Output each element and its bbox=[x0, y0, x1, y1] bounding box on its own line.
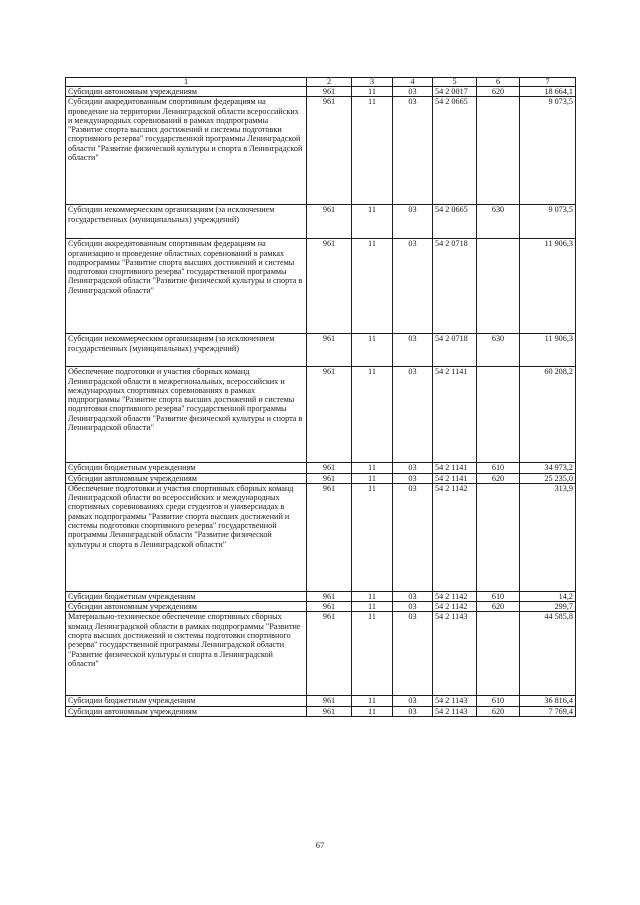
cell-expense-type bbox=[477, 367, 520, 463]
cell-section: 11 bbox=[352, 463, 393, 473]
table-row bbox=[66, 97, 576, 205]
row-description: Субсидии бюджетным учреждениям bbox=[66, 463, 307, 473]
cell-amount: 11 906,3 bbox=[520, 334, 576, 367]
cell-section: 11 bbox=[352, 367, 393, 463]
cell-subsection: 03 bbox=[393, 87, 433, 97]
cell-ministry: 961 bbox=[307, 696, 352, 706]
cell-section: 11 bbox=[352, 87, 393, 97]
cell-section: 11 bbox=[352, 483, 393, 591]
cell-ministry: 961 bbox=[307, 205, 352, 239]
cell-expense-type: 610 bbox=[477, 463, 520, 473]
table-row bbox=[66, 463, 576, 473]
cell-expense-type: 610 bbox=[477, 696, 520, 706]
column-number: 5 bbox=[433, 78, 477, 87]
column-number: 4 bbox=[393, 78, 433, 87]
row-description: Обеспечение подготовки и участия сборных команд Ленинградской области в межрегиональных, всероссийских и международных спортивных соревнованиях в рамках подпрограммы "Развитие спорта высших достижений и системы подготовки спортивного резерва" государственной программы Ленинградской области "Развитие физической культуры и спорта в Ленинградской области" bbox=[66, 367, 307, 463]
table-header-row bbox=[66, 78, 576, 87]
cell-section: 11 bbox=[352, 97, 393, 205]
cell-ministry: 961 bbox=[307, 367, 352, 463]
cell-target-code: 54 2 1143 bbox=[433, 612, 477, 696]
table-row bbox=[66, 239, 576, 334]
cell-subsection: 03 bbox=[393, 706, 433, 716]
cell-expense-type: 620 bbox=[477, 602, 520, 612]
table-row bbox=[66, 706, 576, 716]
cell-amount: 60 208,2 bbox=[520, 367, 576, 463]
cell-subsection: 03 bbox=[393, 473, 433, 483]
cell-expense-type bbox=[477, 97, 520, 205]
table-row bbox=[66, 591, 576, 601]
cell-section: 11 bbox=[352, 205, 393, 239]
column-number: 7 bbox=[520, 78, 576, 87]
cell-amount: 9 073,5 bbox=[520, 97, 576, 205]
table-row bbox=[66, 87, 576, 97]
cell-ministry: 961 bbox=[307, 239, 352, 334]
cell-target-code: 54 2 1142 bbox=[433, 591, 477, 601]
cell-subsection: 03 bbox=[393, 205, 433, 239]
cell-section: 11 bbox=[352, 591, 393, 601]
cell-amount: 34 973,2 bbox=[520, 463, 576, 473]
cell-ministry: 961 bbox=[307, 463, 352, 473]
cell-ministry: 961 bbox=[307, 87, 352, 97]
row-description: Субсидии аккредитованным спортивным федерациям на организацию и проведение областных соревнований в рамках подпрограммы "Развитие спорта высших достижений и системы подготовки спортивного резерва" государственной программы Ленинградской области "Развитие физической культуры и спорта в Ленинградской области" bbox=[66, 239, 307, 334]
cell-subsection: 03 bbox=[393, 97, 433, 205]
row-description: Обеспечение подготовки и участия спортивных сборных команд Ленинградской области во всероссийских и международных спортивных соревнованиях среди студентов и универсиадах в рамках подпрограммы "Развитие спорта высших достижений и системы подготовки спортивного резерва" государственной программы Ленинградской области "Развитие физической культуры и спорта в Ленинградской области" bbox=[66, 483, 307, 591]
row-description: Субсидии некоммерческим организациям (за исключением государственных (муниципальных) учреждений) bbox=[66, 334, 307, 367]
table-row bbox=[66, 334, 576, 367]
cell-amount: 11 906,3 bbox=[520, 239, 576, 334]
cell-amount: 9 073,5 bbox=[520, 205, 576, 239]
row-description: Субсидии бюджетным учреждениям bbox=[66, 696, 307, 706]
row-description: Субсидии бюджетным учреждениям bbox=[66, 591, 307, 601]
table-row bbox=[66, 367, 576, 463]
table-row bbox=[66, 696, 576, 706]
cell-amount: 25 235,0 bbox=[520, 473, 576, 483]
cell-subsection: 03 bbox=[393, 463, 433, 473]
cell-target-code: 54 2 0665 bbox=[433, 97, 477, 205]
cell-ministry: 961 bbox=[307, 483, 352, 591]
cell-subsection: 03 bbox=[393, 334, 433, 367]
cell-target-code: 54 2 1143 bbox=[433, 696, 477, 706]
row-description: Субсидии аккредитованным спортивным федерациям на проведение на территории Ленинградской области всероссийских и международных соревнований в рамках подпрограммы "Развитие спорта высших достижений и системы подготовки спортивного резерва" государственной программы Ленинградской области "Развитие физической культуры и спорта в Ленинградской области" bbox=[66, 97, 307, 205]
cell-subsection: 03 bbox=[393, 239, 433, 334]
table-row bbox=[66, 205, 576, 239]
cell-section: 11 bbox=[352, 612, 393, 696]
cell-ministry: 961 bbox=[307, 602, 352, 612]
cell-expense-type: 610 bbox=[477, 591, 520, 601]
table-row bbox=[66, 612, 576, 696]
page-number: 67 bbox=[315, 840, 325, 850]
cell-expense-type: 630 bbox=[477, 205, 520, 239]
cell-expense-type: 620 bbox=[477, 473, 520, 483]
table-row bbox=[66, 473, 576, 483]
cell-expense-type: 630 bbox=[477, 334, 520, 367]
cell-section: 11 bbox=[352, 334, 393, 367]
cell-section: 11 bbox=[352, 696, 393, 706]
cell-target-code: 54 2 1142 bbox=[433, 602, 477, 612]
cell-expense-type: 620 bbox=[477, 87, 520, 97]
cell-target-code: 54 2 0718 bbox=[433, 239, 477, 334]
cell-amount: 7 769,4 bbox=[520, 706, 576, 716]
cell-ministry: 961 bbox=[307, 473, 352, 483]
cell-section: 11 bbox=[352, 239, 393, 334]
cell-target-code: 54 2 0665 bbox=[433, 205, 477, 239]
cell-subsection: 03 bbox=[393, 367, 433, 463]
column-number: 6 bbox=[477, 78, 520, 87]
row-description: Материально-техническое обеспечение спортивных сборных команд Ленинградской области в рамках подпрограммы "Развитие спорта высших достижений и системы подготовки спортивного резерва" государственной программы Ленинградской области "Развитие физической культуры и спорта в Ленинградской области" bbox=[66, 612, 307, 696]
cell-ministry: 961 bbox=[307, 591, 352, 601]
cell-section: 11 bbox=[352, 602, 393, 612]
cell-amount: 313,9 bbox=[520, 483, 576, 591]
cell-subsection: 03 bbox=[393, 591, 433, 601]
cell-expense-type: 620 bbox=[477, 706, 520, 716]
cell-target-code: 54 2 1141 bbox=[433, 367, 477, 463]
cell-subsection: 03 bbox=[393, 602, 433, 612]
cell-amount: 44 585,8 bbox=[520, 612, 576, 696]
cell-ministry: 961 bbox=[307, 612, 352, 696]
cell-expense-type bbox=[477, 239, 520, 334]
cell-amount: 18 664,1 bbox=[520, 87, 576, 97]
cell-section: 11 bbox=[352, 706, 393, 716]
cell-amount: 36 816,4 bbox=[520, 696, 576, 706]
budget-table bbox=[65, 77, 576, 717]
cell-expense-type bbox=[477, 483, 520, 591]
column-number: 3 bbox=[352, 78, 393, 87]
column-number: 2 bbox=[307, 78, 352, 87]
cell-subsection: 03 bbox=[393, 612, 433, 696]
table-row bbox=[66, 483, 576, 591]
cell-target-code: 54 2 1141 bbox=[433, 463, 477, 473]
cell-target-code: 54 2 0718 bbox=[433, 334, 477, 367]
cell-section: 11 bbox=[352, 473, 393, 483]
cell-amount: 14,2 bbox=[520, 591, 576, 601]
cell-ministry: 961 bbox=[307, 334, 352, 367]
row-description: Субсидии автономным учреждениям bbox=[66, 602, 307, 612]
cell-subsection: 03 bbox=[393, 483, 433, 591]
cell-expense-type bbox=[477, 612, 520, 696]
cell-target-code: 54 2 0017 bbox=[433, 87, 477, 97]
cell-ministry: 961 bbox=[307, 97, 352, 205]
cell-subsection: 03 bbox=[393, 696, 433, 706]
cell-target-code: 54 2 1143 bbox=[433, 706, 477, 716]
cell-ministry: 961 bbox=[307, 706, 352, 716]
row-description: Субсидии автономным учреждениям bbox=[66, 473, 307, 483]
cell-target-code: 54 2 1141 bbox=[433, 473, 477, 483]
row-description: Субсидии автономным учреждениям bbox=[66, 87, 307, 97]
table-row bbox=[66, 602, 576, 612]
row-description: Субсидии автономным учреждениям bbox=[66, 706, 307, 716]
cell-target-code: 54 2 1142 bbox=[433, 483, 477, 591]
row-description: Субсидии некоммерческим организациям (за исключением государственных (муниципальных) учреждений) bbox=[66, 205, 307, 239]
column-number: 1 bbox=[66, 78, 307, 87]
cell-amount: 299,7 bbox=[520, 602, 576, 612]
